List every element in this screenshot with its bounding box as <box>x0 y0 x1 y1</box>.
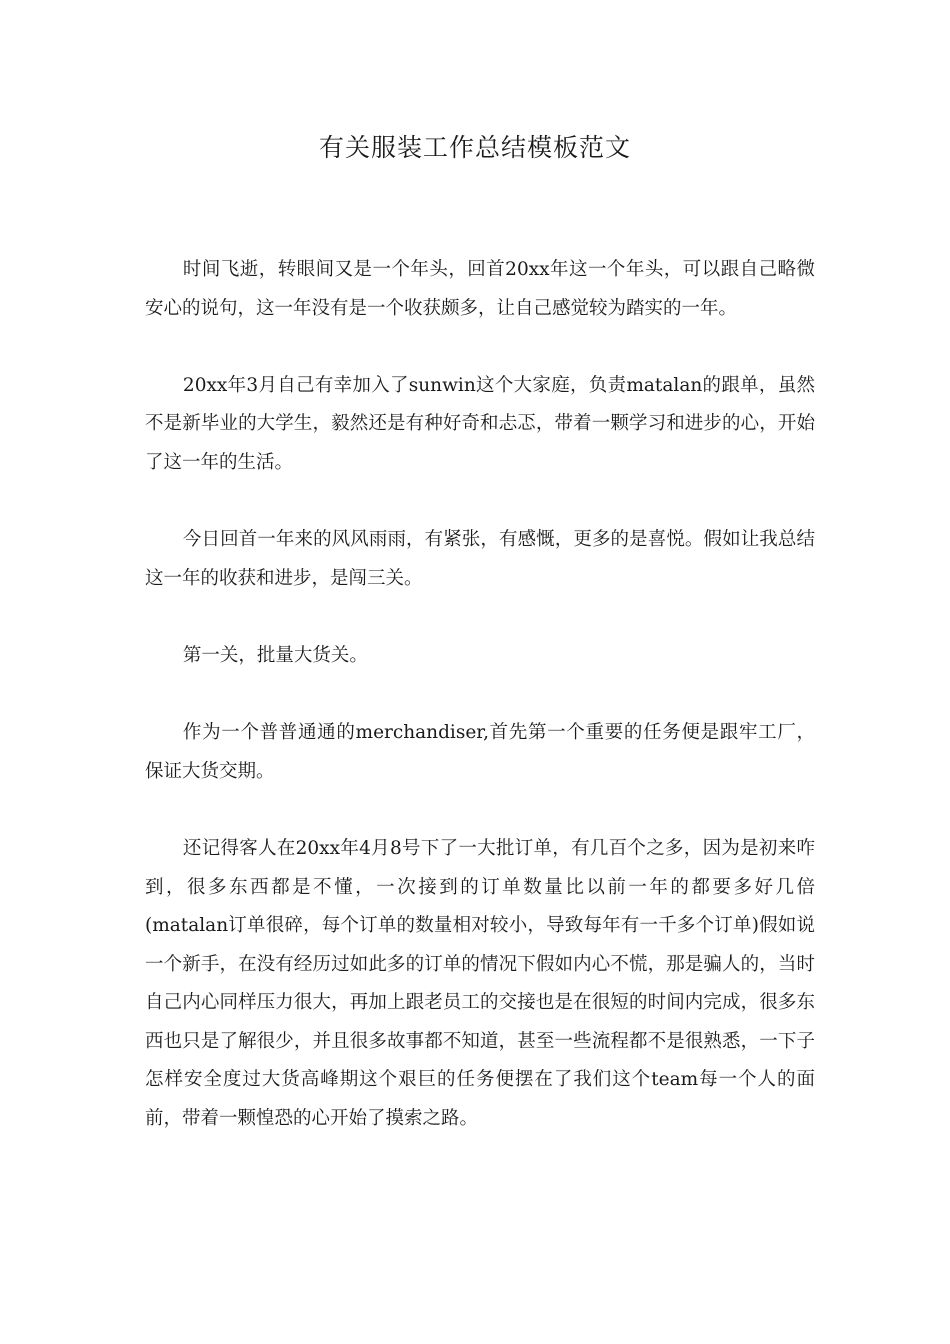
paragraph: 第一关，批量大货关。 <box>182 644 368 666</box>
paragraph: 作为一个普普通通的merchandiser,首先第一个重要的任务便是跟牢工厂，保证大货交期。 <box>145 722 815 782</box>
document-title: 有关服装工作总结模板范文 <box>318 133 631 162</box>
paragraph: 时间飞逝，转眼间又是一个年头，回首20xx年这一个年头，可以跟自己略微安心的说句，这一年没有是一个收获颇多，让自己感觉较为踏实的一年。 <box>145 259 815 319</box>
paragraph: 20xx年3月自己有幸加入了sunwin这个大家庭，负责matalan的跟单，虽然不是新毕业的大学生，毅然还是有种好奇和忐忑，带着一颗学习和进步的心，开始了这一年的生活。 <box>145 374 815 473</box>
paragraph: 还记得客人在20xx年4月8号下了一大批订单，有几百个之多，因为是初来咋到，很多东西都是不懂，一次接到的订单数量比以前一年的都要多好几倍(matalan订单很碎，每个订单的数量相对较小，导致每年有一千多个订单)假如说一个新手，在没有经历过如此多的订单的情况下假如内心不慌，那是骗人的，当时自己内心同样压力很大，再加上跟老员工的交接也是在很短的时间内完成，很多东西也只是了解很少，并且很多故事都不知道，甚至一些流程都不是很熟悉，一下子怎样安全度过大货高峰期这个艰巨的任务便摆在了我们这个team每一个人的面前，带着一颗惶恐的心开始了摸索之路。 <box>145 837 815 1130</box>
document-body <box>145 251 815 1139</box>
paragraph: 今日回首一年来的风风雨雨，有紧张，有感慨，更多的是喜悦。假如让我总结这一年的收获和进步，是闯三关。 <box>145 529 815 589</box>
